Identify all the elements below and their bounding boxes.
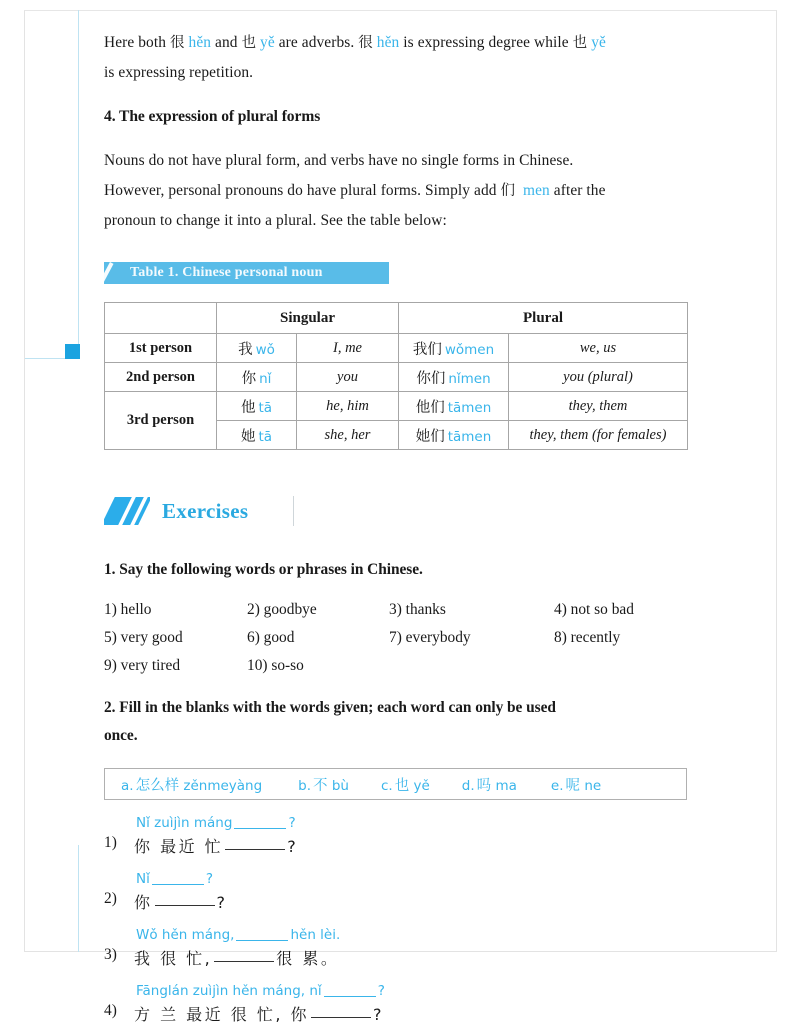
intro-hanzi-2: 也: [241, 35, 257, 51]
hanzi-pre: 我 很 忙,: [134, 949, 213, 968]
hanzi-post: ?: [287, 837, 299, 856]
word-bank-key: d.: [461, 777, 475, 794]
plural-line-2b: after the: [553, 182, 606, 199]
word-item-10: 10) so-so: [247, 657, 304, 674]
cell-plural-hanzi-4: [399, 421, 509, 450]
pinyin-pre: Fānglán zuìjìn hěn máng, nǐ: [136, 983, 322, 999]
exercise-2-word-bank: [104, 768, 687, 800]
blank-item-hanzi: [134, 1000, 384, 1030]
hanzi-blank-line[interactable]: [214, 961, 274, 962]
word-bank-hanzi: 怎么样: [135, 777, 180, 794]
word-bank-key: b.: [298, 777, 312, 794]
plural-line-2a: However, personal pronouns do have plural forms. Simply add: [104, 182, 497, 199]
word-bank-hanzi: 呢: [565, 777, 581, 794]
word-item-7: 7) everybody: [389, 629, 471, 646]
word-item-9: 9) very tired: [104, 657, 181, 674]
plural-line-3: pronoun to change it into a plural. See the table below:: [104, 212, 447, 229]
blank-item-pinyin: [136, 812, 296, 834]
table-caption-text: Table 1. Chinese personal noun: [130, 265, 323, 280]
plural-pinyin-men: men: [523, 182, 550, 199]
table-header-singular: Singular: [217, 303, 399, 334]
exercise-2-blank-items: [104, 812, 704, 1036]
exercise-2-prompt-line2: once.: [104, 727, 138, 744]
decorative-vertical-rule-bottom: [78, 845, 79, 952]
table-caption-banner: [104, 262, 389, 284]
word-item-3: 3) thanks: [389, 601, 446, 618]
hanzi-blank-line[interactable]: [155, 905, 215, 906]
pinyin-text: tā: [258, 399, 273, 416]
pinyin-text: tā: [258, 428, 273, 445]
hanzi-post: ?: [373, 1005, 385, 1024]
hanzi-pre: 方 兰 最近 很 忙, 你: [134, 1005, 310, 1024]
pinyin-blank-line[interactable]: [324, 996, 376, 997]
blank-item-hanzi: [134, 832, 298, 862]
pinyin-pre: Nǐ: [136, 871, 150, 887]
plural-hanzi-men: 们: [500, 183, 516, 199]
blank-item-number: 4): [104, 1002, 117, 1019]
word-bank-hanzi: 吗: [476, 777, 492, 794]
pinyin-post: hěn lèi.: [290, 927, 341, 943]
hanzi-blank-line[interactable]: [311, 1017, 371, 1018]
pinyin-blank-line[interactable]: [234, 828, 286, 829]
table-row: [105, 334, 688, 363]
decorative-corner-square: [65, 344, 80, 359]
word-bank-key: a.: [121, 777, 134, 794]
plural-explanation-paragraph: [104, 146, 704, 236]
plural-line-1: Nouns do not have plural form, and verbs have no single forms in Chinese.: [104, 152, 574, 169]
cell-singular-english-1: I, me: [297, 334, 399, 363]
pinyin-pre: Wǒ hěn máng,: [136, 927, 235, 943]
word-bank-item-c: [381, 774, 430, 795]
word-bank-hanzi: 不: [313, 777, 328, 794]
cell-plural-english-1: we, us: [509, 334, 688, 363]
hanzi-post: ?: [216, 893, 228, 912]
exercise-2-prompt-line1: 2. Fill in the blanks with the words given; each word can only be used: [104, 699, 556, 716]
page-content: [104, 0, 704, 1036]
word-bank-item-b: [298, 774, 349, 795]
blank-item-pinyin: [136, 868, 213, 890]
hanzi-text: 他: [240, 399, 256, 416]
cell-plural-english-4: they, them (for females): [509, 421, 688, 450]
exercise-2-prompt: [104, 694, 704, 750]
word-item-5: 5) very good: [104, 629, 183, 646]
blank-item-2: [104, 868, 704, 924]
intro-hanzi-3: 很: [358, 35, 373, 51]
decorative-vertical-rule-top: [78, 10, 79, 348]
hanzi-text: 你: [241, 370, 257, 387]
heading-divider: [293, 496, 294, 526]
word-list-row: [104, 652, 704, 680]
hanzi-text: 你们: [416, 370, 446, 387]
cell-singular-hanzi-3: [217, 392, 297, 421]
pinyin-post: ?: [377, 983, 385, 999]
intro-text-4: is expressing degree while: [399, 34, 573, 51]
hanzi-pre: 你 最近 忙: [134, 837, 224, 856]
intro-pinyin-3: hěn: [376, 34, 400, 51]
hanzi-pre: 你: [134, 893, 153, 912]
word-item-8: 8) recently: [554, 629, 621, 646]
blank-item-pinyin: [136, 924, 340, 946]
pinyin-text: wǒ: [255, 341, 275, 358]
pinyin-text: nǐmen: [448, 370, 491, 387]
hanzi-text: 他们: [415, 399, 445, 416]
intro-text-2: and: [211, 34, 242, 51]
blank-item-hanzi: [134, 944, 339, 974]
table-header-row: [105, 303, 688, 334]
word-item-6: 6) good: [247, 629, 295, 646]
intro-pinyin-2: yě: [260, 34, 275, 51]
intro-paragraph: [104, 28, 704, 88]
word-bank-item-a: [121, 774, 262, 795]
cell-plural-english-3: they, them: [509, 392, 688, 421]
intro-hanzi-4: 也: [572, 35, 588, 51]
hanzi-post: 很 累。: [276, 949, 340, 968]
word-bank-item-e: [551, 774, 601, 795]
word-bank-key: e.: [550, 777, 564, 794]
cell-singular-hanzi-2: [217, 363, 297, 392]
intro-pinyin-4: yě: [591, 34, 606, 51]
word-item-2: 2) goodbye: [247, 601, 317, 618]
word-bank-pinyin: ne: [584, 777, 602, 794]
pinyin-post: ?: [288, 815, 296, 831]
hanzi-text: 她们: [415, 428, 445, 445]
exercises-heading: [104, 494, 294, 528]
table-header-plural: Plural: [399, 303, 688, 334]
blank-item-4: [104, 980, 704, 1036]
pinyin-blank-line[interactable]: [152, 884, 204, 885]
cell-singular-hanzi-1: [217, 334, 297, 363]
pinyin-text: wǒmen: [444, 341, 495, 358]
word-bank-hanzi: 也: [394, 777, 410, 794]
word-bank-pinyin: zěnmeyàng: [183, 777, 263, 794]
word-item-4: 4) not so bad: [554, 601, 634, 618]
exercises-title: Exercises: [162, 498, 249, 523]
word-bank-pinyin: yě: [413, 777, 430, 794]
section-heading-plural-forms: 4. The expression of plural forms: [104, 108, 321, 125]
cell-singular-hanzi-4: [217, 421, 297, 450]
blank-item-hanzi: [134, 888, 228, 918]
intro-pinyin-1: hěn: [188, 34, 212, 51]
cell-singular-english-3: he, him: [297, 392, 399, 421]
hanzi-text: 我们: [412, 341, 442, 358]
pinyin-blank-line[interactable]: [236, 940, 288, 941]
hanzi-text: 我: [238, 341, 253, 358]
blank-item-number: 1): [104, 834, 117, 851]
intro-hanzi-1: 很: [169, 35, 185, 51]
cell-singular-english-2: you: [297, 363, 399, 392]
blank-item-number: 2): [104, 890, 117, 907]
cell-plural-hanzi-2: [399, 363, 509, 392]
intro-text-3: are adverbs.: [274, 34, 359, 51]
word-bank-key: c.: [380, 777, 393, 794]
cell-plural-hanzi-3: [399, 392, 509, 421]
row-label-3rd-person: 3rd person: [105, 392, 217, 450]
pinyin-post: ?: [205, 871, 214, 887]
blank-item-1: [104, 812, 704, 868]
intro-text-5: is expressing repetition.: [104, 64, 254, 81]
slash-icon: [104, 262, 130, 284]
blank-item-pinyin: [136, 980, 385, 1002]
pinyin-text: nǐ: [259, 370, 272, 387]
word-bank-pinyin: bù: [331, 777, 349, 794]
word-bank-item-d: [462, 774, 517, 795]
cell-plural-english-2: you (plural): [509, 363, 688, 392]
table-row: [105, 363, 688, 392]
hanzi-blank-line[interactable]: [225, 849, 285, 850]
blank-item-number: 3): [104, 946, 117, 963]
pinyin-text: tāmen: [447, 399, 492, 416]
exercise-1-word-list: [104, 596, 704, 680]
cell-plural-hanzi-1: [399, 334, 509, 363]
word-bank-pinyin: ma: [495, 777, 517, 794]
row-label-2nd-person: 2nd person: [105, 363, 217, 392]
word-list-row: [104, 596, 704, 624]
row-label-1st-person: 1st person: [105, 334, 217, 363]
blank-item-3: [104, 924, 704, 980]
pinyin-text: tāmen: [447, 428, 492, 445]
intro-text-1: Here both: [104, 34, 170, 51]
table-row: [105, 392, 688, 421]
exercise-1-prompt: 1. Say the following words or phrases in Chinese.: [104, 561, 423, 578]
hanzi-text: 她: [240, 428, 256, 445]
table-corner-cell: [105, 303, 217, 334]
double-slash-icon: [104, 497, 150, 525]
word-item-1: 1) hello: [104, 601, 152, 618]
cell-singular-english-4: she, her: [297, 421, 399, 450]
chinese-personal-noun-table: [104, 302, 688, 450]
word-list-row: [104, 624, 704, 652]
pinyin-pre: Nǐ zuìjìn máng: [136, 815, 233, 831]
